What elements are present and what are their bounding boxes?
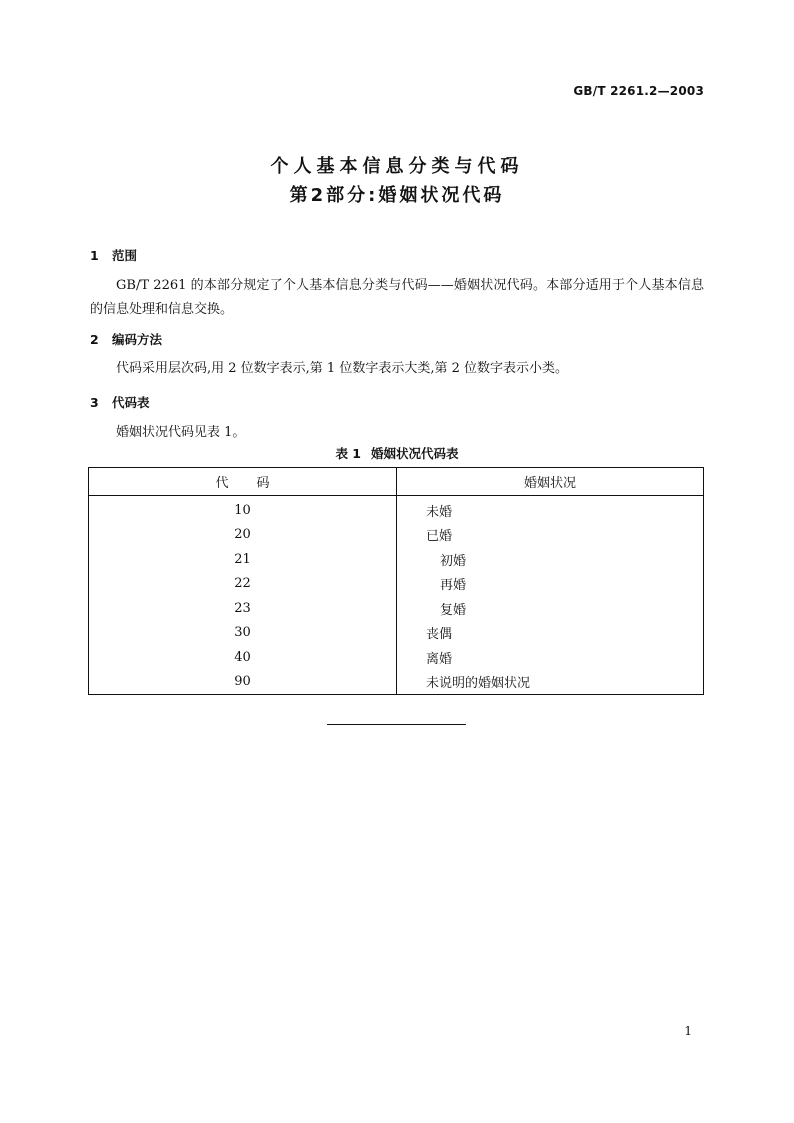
code-cell: 10 [89, 496, 397, 523]
section-1-title: 范围 [112, 248, 138, 263]
status-cell: 离婚 [397, 645, 704, 670]
marital-status-code-table [88, 467, 704, 695]
document-subtitle: 第2部分:婚姻状况代码 [289, 185, 505, 206]
section-3-body: 婚姻状况代码见表 1。 [116, 425, 246, 440]
status-cell: 已婚 [397, 523, 704, 548]
section-2-number: 2 [90, 332, 99, 347]
table-caption-title: 婚姻状况代码表 [371, 446, 459, 461]
section-2-body: 代码采用层次码,用 2 位数字表示,第 1 位数字表示大类,第 2 位数字表示小类。 [116, 361, 569, 376]
code-cell: 20 [89, 523, 397, 548]
table-row [89, 645, 704, 670]
section-1-body: GB/T 2261 的本部分规定了个人基本信息分类与代码——婚姻状况代码。本部分适用于个人基本信息的信息处理和信息交换。 [90, 278, 704, 317]
status-cell: 未婚 [397, 496, 704, 523]
section-2-heading [90, 330, 162, 348]
table-row [89, 670, 704, 695]
column-header-code [89, 468, 397, 496]
section-1-heading [90, 246, 137, 264]
table-row [89, 621, 704, 646]
column-header-code-label: 代码 [215, 476, 298, 491]
standard-number: GB/T 2261.2—2003 [573, 84, 704, 98]
code-cell: 22 [89, 572, 397, 597]
code-cell: 23 [89, 596, 397, 621]
section-3-title: 代码表 [112, 395, 150, 410]
table-row [89, 547, 704, 572]
column-header-status: 婚姻状况 [397, 468, 704, 496]
table-caption [0, 444, 794, 462]
code-cell: 21 [89, 547, 397, 572]
code-cell: 30 [89, 621, 397, 646]
section-1-number: 1 [90, 248, 99, 263]
status-cell: 未说明的婚姻状况 [397, 670, 704, 695]
status-cell: 丧偶 [397, 621, 704, 646]
end-of-standard-rule [327, 724, 466, 725]
table-row [89, 496, 704, 523]
section-3-number: 3 [90, 395, 99, 410]
status-cell: 复婚 [397, 596, 704, 621]
section-3-heading [90, 393, 150, 411]
section-2-title: 编码方法 [112, 332, 163, 347]
status-cell: 再婚 [397, 572, 704, 597]
status-cell: 初婚 [397, 547, 704, 572]
code-cell: 40 [89, 645, 397, 670]
table-row [89, 596, 704, 621]
document-title: 个人基本信息分类与代码 [270, 156, 524, 177]
page-number: 1 [684, 1024, 692, 1038]
code-cell: 90 [89, 670, 397, 695]
table-caption-number: 表 1 [335, 446, 362, 461]
table-row [89, 572, 704, 597]
table-header-row [89, 468, 704, 496]
table-row [89, 523, 704, 548]
